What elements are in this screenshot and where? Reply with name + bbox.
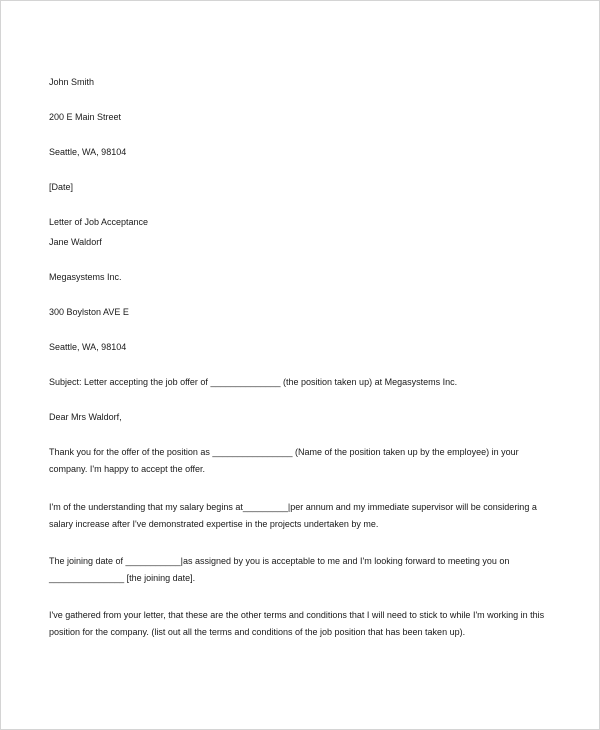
company-city: Seattle, WA, 98104	[49, 342, 127, 352]
recipient-name: Jane Waldorf	[49, 237, 102, 247]
letter-date: [Date]	[49, 182, 74, 192]
paragraph-joining-date: The joining date of ___________|as assigned by you is acceptable to me and I'm looking forward to meeting you on _______________ [the joining date].	[49, 556, 510, 583]
paragraph-offer-thanks: Thank you for the offer of the position as ________________ (Name of the position taken up by the employee) in your company. I'm happy to accept the offer.	[49, 447, 519, 474]
sender-street: 200 E Main Street	[49, 112, 122, 122]
paragraph-salary: I'm of the understanding that my salary begins at_________|per annum and my immediate supervisor will be considering a salary increase after I've demonstrated expertise in the projects undertaken by me.	[49, 502, 537, 529]
company-name: Megasystems Inc.	[49, 272, 122, 282]
subject-line: Subject: Letter accepting the job offer of ______________ (the position taken up) at Megasystems Inc.	[49, 377, 458, 387]
letter-heading: Letter of Job Acceptance	[49, 217, 149, 227]
paragraph-terms: I've gathered from your letter, that these are the other terms and conditions that I will need to stick to while I'm working in this position for the company. (list out all the terms and conditions of the job position that has been taken up).	[49, 610, 545, 637]
salutation: Dear Mrs Waldorf,	[49, 412, 122, 422]
sender-city: Seattle, WA, 98104	[49, 147, 127, 157]
company-street: 300 Boylston AVE E	[49, 307, 129, 317]
sender-name: John Smith	[49, 77, 95, 87]
